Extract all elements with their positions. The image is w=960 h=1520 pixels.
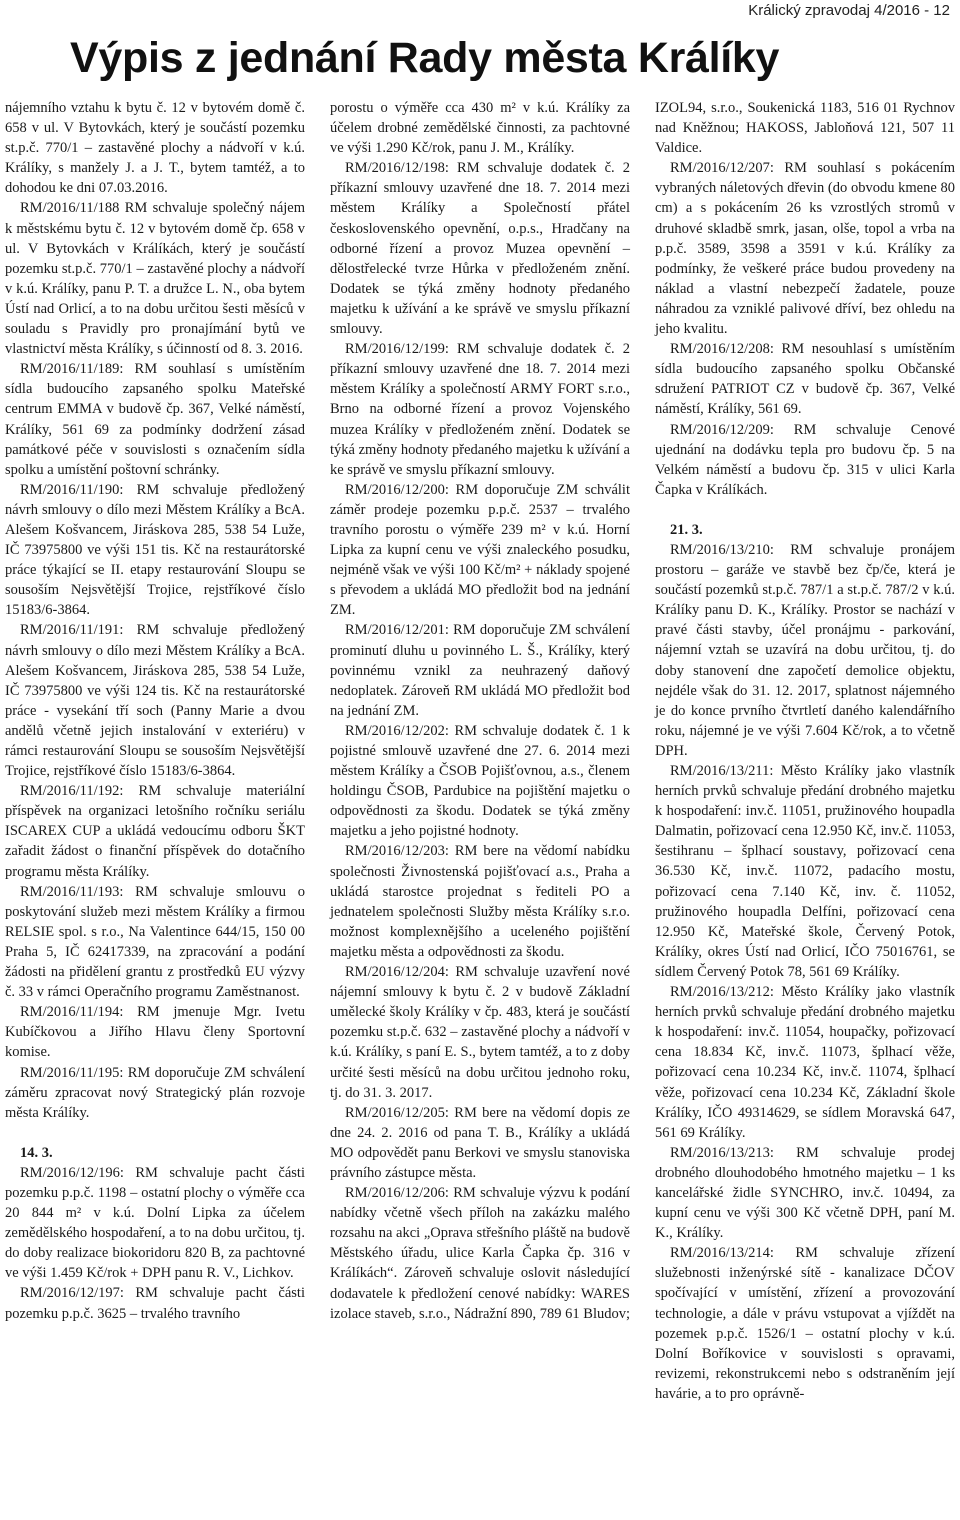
paragraph: RM/2016/13/210: RM schvaluje pronájem prostoru – garáže ve stavbě bez čp/če, která je součástí pozemků st.p.č. 787/1 a st.p.č. 787/2 v k.ú. Králíky panu D. K., Králíky. Prostor se nachází v pravé části stavby, účel pronájmu - parkování, nájemní vztah se uzavírá na dobu určitou, tj. do doby stanovení dne započetí demolice objektu, nejdéle však do 31. 12. 2017, splatnost nájemného je do konce prvního čtvrtletí daného kalendářního roku, nájemné je ve výši 7.604 Kč/rok, a to včetně DPH.	[655, 541, 955, 759]
paragraph: RM/2016/11/194: RM jmenuje Mgr. Ivetu Kubíčkovou a Jiřího Hlavu členy Sportovní komise.	[5, 1004, 305, 1061]
paragraph: RM/2016/12/200: RM doporučuje ZM schválit záměr prodeje pozemku p.p.č. 2537 – trvalého travního porostu o výměře 239 m² v k.ú. Horní Lipka za kupní cenu ve výši znaleckého posudku, nejméně však ve výši 100 Kč/m² + náklady spojené s převodem a ukládá MO předložit bod na jednání ZM.	[330, 481, 630, 619]
paragraph: RM/2016/11/195: RM doporučuje ZM schválení záměru zpracovat nový Strategický plán rozvoje města Králíky.	[5, 1064, 305, 1121]
paragraph: RM/2016/12/208: RM nesouhlasí s umístěním sídla budoucího zapsaného spolku Občanské sdružení PATRIOT CZ v budově čp. 367, Velké náměstí, Králíky, 561 69.	[655, 341, 955, 418]
paragraph: RM/2016/13/211: Město Králíky jako vlastník herních prvků schvaluje předání drobného majetku k hospodaření: inv.č. 11051, pružinového houpadla Dalmatin, pořizovací cena 12.950 Kč, inv.č. 11053, šestihranu – šplhací soustavy, pořizovací cena 36.530 Kč, inv.č. 11072, padacího mostu, pořizovací cena 7.140 Kč, inv. č. 11052, pružinového houpadla Delfíni, pořizovací cena 12.950 Kč, Mateřské škole, Červený Potok, Králíky, okres Ústí nad Orlicí, IČO 75016761, se sídlem Červený Potok 78, 561 69 Králíky.	[655, 763, 955, 980]
paragraph: nájemního vztahu k bytu č. 12 v bytovém domě č. 658 v ul. V Bytovkách, který je součástí pozemku st.p.č. 770/1 – zastavěné plochy a nádvoří v k.ú. Králíky, s manžely J. a J. T., bytem tamtéž, a to dohodou ke dni 07.03.2016.	[5, 100, 305, 197]
column-1	[5, 98, 305, 1324]
section-date: 14. 3.	[20, 1144, 53, 1161]
running-header: Králický zpravodaj 4/2016 - 12	[748, 2, 950, 19]
paragraph: RM/2016/12/202: RM schvaluje dodatek č. 1 k pojistné smlouvě uzavřené dne 27. 6. 2014 mezi městem Králíky a ČSOB Pojišťovnou, a.s., členem holdingu ČSOB, Pardubice na pojištění majetku o odpovědnosti za škodu. Dodatek se týká změny majetku a jeho pojistné hodnoty.	[330, 722, 630, 840]
paragraph: RM/2016/12/204: RM schvaluje uzavření nové nájemní smlouvy k bytu č. 2 v budově Základní umělecké školy Králíky v čp. 483, která je součástí pozemku st.p.č. 632 – zastavěné plochy a nádvoří v k.ú. Králíky, s paní E. S., bytem tamtéž, a to z doby určité šesti měsíců na dobu určitou jednoho roku, tj. do 31. 3. 2017.	[330, 964, 630, 1101]
paragraph: RM/2016/11/191: RM schvaluje předložený návrh smlouvy o dílo mezi Městem Králíky a BcA. Alešem Košvancem, Jiráskova 285, 538 54 Luže, IČ 73975800 ve výši 124 tis. Kč na restaurátorské práce - vysekání tří soch (Panny Marie a dvou andělů včetně jejich instalování v exteriéru) v rámci restaurování Sloupu se sousoším Nejsvětější Trojice, rejstříkové číslo 15183/6-3864.	[5, 622, 305, 780]
paragraph: RM/2016/13/213: RM schvaluje prodej drobného dlouhodobého hmotného majetku – 1 ks kancelářské židle SYNCHRO, inv.č. 10494, za kupní cenu ve výši 300 Kč včetně DPH, paní M. K., Králíky.	[655, 1144, 955, 1242]
paragraph: RM/2016/13/214: RM schvaluje zřízení služebnosti inženýrské sítě - kanalizace DČOV spočívající v umístění, zřízení a provozování technologie, a dále v právu vstupovat a vjíždět na pozemek p.p.č. 1526/1 – ostatní plochy v k.ú. Dolní Boříkovice v souvislosti s opravami, revizemi, rekonstrukcemi nebo s odstraněním její havárie, a to pro oprávně-	[655, 1245, 955, 1402]
header-strip	[0, 0, 960, 22]
paragraph: RM/2016/12/198: RM schvaluje dodatek č. 2 příkazní smlouvy uzavřené dne 18. 7. 2014 mezi městem Králíky a Společností přátel československého opevnění, o.p.s., Hradčany na odborné řízení a provoz Muzea opevnění – dělostřelecké tvrze Hůrka v předloženém znění. Dodatek se týká změny hodnoty předaného majetku k užívání a ke správě ve smyslu příkazní smlouvy.	[330, 160, 630, 338]
paragraph: RM/2016/12/197: RM schvaluje pacht části pozemku p.p.č. 3625 – trvalého travního	[5, 1285, 305, 1322]
paragraph: porostu o výměře cca 430 m² v k.ú. Králíky za účelem drobné zemědělské činnosti, za pachtovné ve výši 1.290 Kč/rok, panu J. M., Králíky.	[330, 100, 630, 157]
page-title: Výpis z jednání Rady města Králíky	[70, 34, 780, 82]
paragraph: RM/2016/11/189: RM souhlasí s umístěním sídla budoucího zapsaného spolku Mateřské centrum EMMA v budově čp. 367, Velké náměstí, Králíky, 561 69 za podmínky dodržení zásad památkové péče v souvislosti s označením sídla spolku a umístění poštovní schránky.	[5, 361, 305, 478]
column-2	[330, 98, 630, 1324]
paragraph: RM/2016/11/188 RM schvaluje společný nájem k městskému bytu č. 12 v bytovém domě čp. 658 v ul. V Bytovkách v Králíkách, který je součástí pozemku st.p.č. 770/1 – zastavěné plochy a nádvoří v k.ú. Králíky, panu P. T. a družce L. N., oba bytem Ústí nad Orlicí, a to na dobu určitou šesti měsíců v souladu s Pravidly pro pronajímání bytů ve vlastnictví města Králíky, s účinností od 8. 3. 2016.	[5, 200, 305, 358]
paragraph: RM/2016/11/192: RM schvaluje materiální příspěvek na organizaci letošního ročníku seriálu ISCAREX CUP a ukládá vedoucímu odboru ŠKT zařadit žádost o finanční příspěvek do dotačního programu města Králíky.	[5, 783, 305, 880]
paragraph: RM/2016/12/203: RM bere na vědomí nabídku společnosti Živnostenská pojišťovací a.s., Praha a ukládá starostce projednat s řediteli PO a jednatelem společnosti Služby města Králíky s.r.o. možnost komplexnějšího a uceleného pojištění majetku města a odpovědnosti za škodu.	[330, 843, 630, 960]
paragraph: RM/2016/12/207: RM souhlasí s pokácením vybraných náletových dřevin (do obvodu kmene 80 cm) a s pokácením 26 ks vzrostlých stromů v druhové skladbě smrk, jasan, olše, topol a vrba na p.p.č. 3589, 3598 a 3591 v k.ú. Králíky za podmínky, že veškeré práce budou provedeny na náklad a vlastní nebezpečí žadatele, pouze náhradou za vzniklé palivové dříví, bez ohledu na jeho kvalitu.	[655, 160, 955, 338]
paragraph: RM/2016/11/190: RM schvaluje předložený návrh smlouvy o dílo mezi Městem Králíky a BcA. Alešem Košvancem, Jiráskova 285, 538 54 Luže, IČ 73975800 ve výši 151 tis. Kč na restaurátorské práce týkající se II. etapy restaurování Sloupu se sousoším Nejsvětější Trojice, rejstříkové číslo 15183/6-3864.	[5, 481, 305, 619]
column-3	[655, 98, 955, 1404]
paragraph: RM/2016/12/209: RM schvaluje Cenové ujednání na dodávku tepla pro budovu čp. 5 na Velkém náměstí a budovu čp. 315 v ulici Karla Čapka v Králíkách.	[655, 421, 955, 498]
paragraph: IZOL94, s.r.o., Soukenická 1183, 516 01 Rychnov nad Kněžnou; HAKOSS, Jabloňová 121, 507 11 Valdice.	[655, 100, 955, 157]
paragraph: RM/2016/12/206: RM schvaluje výzvu k podání nabídky včetně všech příloh na zakázku malého rozsahu na akci „Oprava střešního pláště na budově Městského úřadu, ulice Karla Čapka čp. 316 v Králíkách“. Zároveň schvaluje oslovit následující dodavatele k předložení cenové nabídky: WARES izolace staveb, s.r.o., Nádražní 890, 789 61 Bludov;	[330, 1185, 631, 1322]
paragraph: RM/2016/12/199: RM schvaluje dodatek č. 2 příkazní smlouvy uzavřené dne 18. 7. 2014 mezi městem Králíky a společností ARMY FORT s.r.o., Brno na odborné řízení a provoz Vojenského muzea Králíky v předloženém znění. Dodatek se týká změny hodnoty předaného majetku k užívání a ke správě ve smyslu příkazní smlouvy.	[330, 341, 630, 478]
paragraph: RM/2016/11/193: RM schvaluje smlouvu o poskytování služeb mezi městem Králíky a firmou RELSIE spol. s r.o., Na Valentince 644/15, 150 00 Praha 5, IČ 62417339, na zpracování a podání žádosti na přidělení grantu z prostředků EU výzvy č. 33 v rámci Operačního programu Zaměstnanost.	[5, 883, 305, 1001]
paragraph: RM/2016/13/212: Město Králíky jako vlastník herních prvků schvaluje předání drobného majetku k hospodaření: inv.č. 11054, houpačky, pořizovací cena 18.834 Kč, inv.č. 11073, šplhací věže, pořizovací cena 10.234 Kč, inv.č. 11074, šplhací věže, pořizovací cena 10.234 Kč, Základní škole Králíky, IČO 49314629, se sídlem Moravská 647, 561 69 Králíky.	[655, 984, 955, 1141]
section-date: 21. 3.	[670, 521, 703, 538]
paragraph: RM/2016/12/201: RM doporučuje ZM schválení prominutí dluhu u povinného L. Š., Králíky, který povinnému vznikl za neuhrazený daňový nedoplatek. Zároveň RM ukládá MO předložit bod na jednání ZM.	[330, 622, 630, 719]
paragraph: RM/2016/12/196: RM schvaluje pacht části pozemku p.p.č. 1198 – ostatní plochy o výměře cca 20 844 m² v k.ú. Dolní Lipka za účelem zemědělského hospodaření, a to na dobu určitou, tj. do doby realizace biokoridoru 820 B, za pachtovné ve výši 1.459 Kč/rok + DPH panu R. V., Lichkov.	[5, 1164, 305, 1282]
paragraph: RM/2016/12/205: RM bere na vědomí dopis ze dne 24. 2. 2016 od pana T. B., Králíky a ukládá MO odpovědět panu Berkovi ve smyslu stanoviska právního zástupce města.	[330, 1104, 630, 1181]
